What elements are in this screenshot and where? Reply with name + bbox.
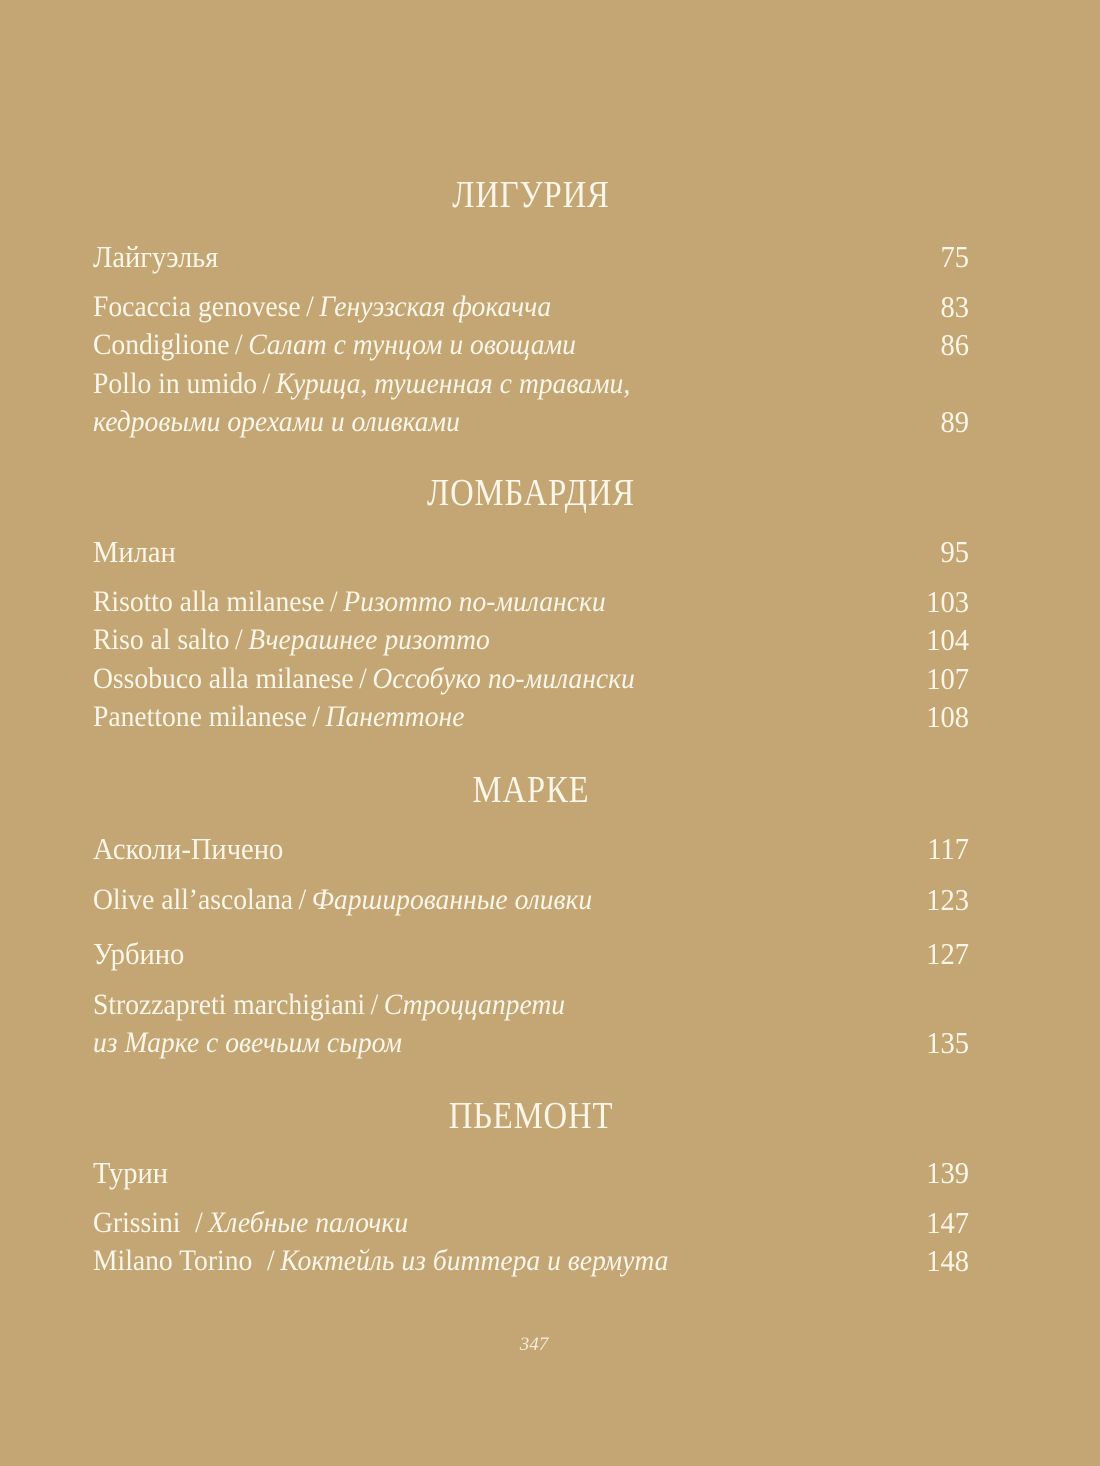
toc-entry[interactable] xyxy=(93,881,969,920)
italian-name: Pollo in umido xyxy=(93,366,258,400)
toc-city-entry[interactable] xyxy=(93,238,969,277)
toc-city-entry[interactable] xyxy=(93,533,969,572)
toc-entry[interactable] xyxy=(93,365,969,442)
russian-name: Вчерашнее ризотто xyxy=(248,623,490,656)
russian-name: Салат с тунцом и овощами xyxy=(248,328,576,361)
folio-page-number: 347 xyxy=(519,1334,549,1355)
city-name: Асколи-Пичено xyxy=(93,831,284,866)
separator: / xyxy=(359,661,367,695)
page-number: 86 xyxy=(940,327,969,362)
page-number: 108 xyxy=(926,699,969,734)
page-number: 147 xyxy=(926,1204,969,1240)
page-number: 95 xyxy=(940,534,969,569)
toc-entry[interactable] xyxy=(93,1204,969,1243)
toc-city-entry[interactable] xyxy=(93,830,969,869)
russian-name: Строццапрети xyxy=(383,987,566,1021)
russian-name: Курица, тушенная с травами, xyxy=(275,366,631,400)
city-name: Урбино xyxy=(93,936,185,971)
page-number: 75 xyxy=(940,239,969,274)
italian-name: Risotto alla milanese xyxy=(93,584,325,618)
separator: / xyxy=(312,700,321,733)
section-piemonte xyxy=(93,1094,969,1281)
toc-entry[interactable] xyxy=(93,288,969,327)
section-lombardia xyxy=(93,471,969,737)
page-number: 148 xyxy=(926,1243,969,1278)
separator: / xyxy=(262,366,271,400)
russian-name-continued: из Марке с овечьим сыром xyxy=(93,1026,403,1059)
section-title: МАРКЕ xyxy=(472,769,590,811)
section-liguria xyxy=(93,173,969,442)
page-number: 135 xyxy=(926,1025,969,1060)
section-title: ПЬЕМОНТ xyxy=(448,1095,614,1137)
section-title: ЛИГУРИЯ xyxy=(452,174,610,216)
city-name: Лайгуэлья xyxy=(93,239,219,274)
italian-name: Condiglione xyxy=(93,328,230,361)
section-title: ЛОМБАРДИЯ xyxy=(427,472,635,514)
russian-name: Коктейль из биттера и вермута xyxy=(280,1244,669,1277)
toc-entry[interactable] xyxy=(93,1242,969,1281)
italian-name: Focaccia genovese xyxy=(93,289,301,323)
separator: / xyxy=(330,584,338,618)
russian-name: Оссобуко по-милански xyxy=(372,661,635,695)
italian-name: Riso al salto xyxy=(93,623,230,656)
separator: / xyxy=(370,987,379,1021)
toc-entry[interactable] xyxy=(93,621,969,660)
separator: / xyxy=(298,882,307,916)
page-number: 107 xyxy=(926,660,969,696)
italian-name: Ossobuco alla milanese xyxy=(93,661,354,695)
italian-name: Olive all’ascolana xyxy=(93,882,294,916)
toc-city-entry[interactable] xyxy=(93,1154,969,1193)
russian-name: Панеттоне xyxy=(325,700,465,733)
section-marche xyxy=(93,768,969,1063)
toc-entry[interactable] xyxy=(93,698,969,737)
italian-name: Strozzapreti marchigiani xyxy=(93,987,366,1021)
city-name: Турин xyxy=(93,1155,169,1190)
separator: / xyxy=(195,1205,203,1239)
toc-entry[interactable] xyxy=(93,326,969,365)
separator: / xyxy=(234,623,243,656)
separator: / xyxy=(306,289,314,323)
italian-name: Panettone milanese xyxy=(93,700,307,733)
toc-entry[interactable] xyxy=(93,583,969,622)
separator: / xyxy=(234,328,243,361)
page-number: 123 xyxy=(926,881,969,917)
russian-name-continued: кедровыми орехами и оливками xyxy=(93,405,460,438)
page-number: 117 xyxy=(927,831,969,866)
page-number: 127 xyxy=(926,936,969,971)
page-number: 103 xyxy=(926,583,969,619)
city-name: Милан xyxy=(93,534,176,569)
separator: / xyxy=(267,1244,275,1277)
page-number: 104 xyxy=(926,622,969,657)
page-number: 139 xyxy=(926,1155,969,1190)
italian-name: Grissini xyxy=(93,1205,181,1239)
page-number: 83 xyxy=(940,288,969,324)
toc-entry[interactable] xyxy=(93,986,969,1063)
russian-name: Фаршированные оливки xyxy=(311,882,593,916)
page-number: 89 xyxy=(940,404,969,439)
toc-city-entry[interactable] xyxy=(93,935,969,974)
toc-entry[interactable] xyxy=(93,660,969,699)
russian-name: Хлебные палочки xyxy=(208,1205,409,1239)
russian-name: Ризотто по-милански xyxy=(343,584,606,618)
russian-name: Генуэзская фокачча xyxy=(319,289,552,323)
italian-name: Milano Torino xyxy=(93,1244,253,1277)
